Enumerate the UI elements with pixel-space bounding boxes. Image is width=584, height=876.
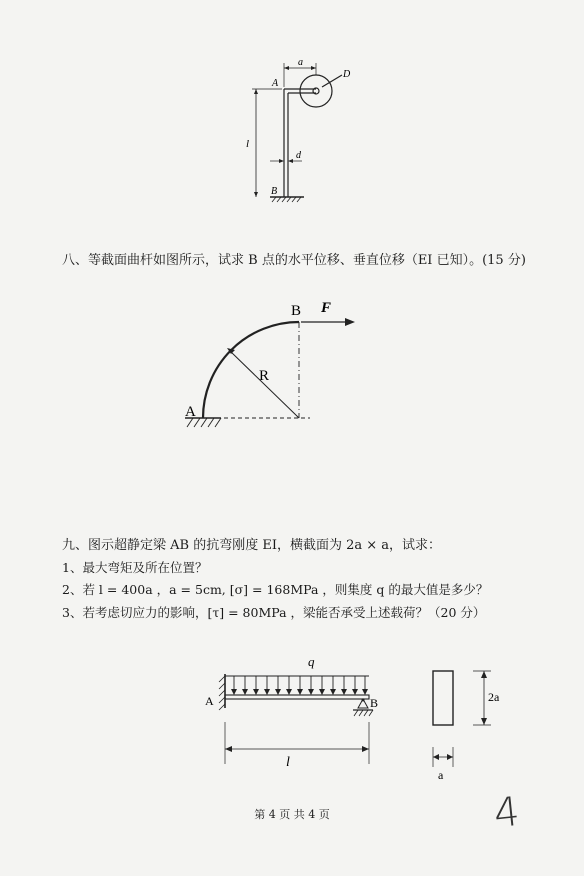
question-9-item-1: 1、最大弯矩及所在位置？ <box>62 560 208 575</box>
question-8-text: 八、等截面曲杆如图所示，试求 B 点的水平位移、垂直位移（EI 已知）。(15 分) <box>62 253 526 268</box>
fig7-label-a: a <box>298 57 303 68</box>
fig9-label-l: l <box>286 755 290 770</box>
question-9-item-2: 2、若 l = 400a ，a = 5cm, [σ] = 168MPa ，则集度 q 的最大值是多少？ <box>62 582 489 597</box>
fig7-label-D: D <box>343 69 351 80</box>
section-label-a: a <box>438 768 444 782</box>
fig8-label-F: F <box>321 300 332 316</box>
page-footer: 第 4 页 共 4 页 <box>254 808 330 821</box>
figure-curved-bar <box>175 290 365 440</box>
fig7-label-d: d <box>296 150 301 161</box>
question-9-item-3: 3、若考虑切应力的影响，[τ] = 80MPa ，梁能否承受上述载荷？（20 分） <box>62 605 486 620</box>
fig9-label-q: q <box>308 654 315 669</box>
figure-beam <box>200 650 380 780</box>
fig7-label-B: B <box>271 186 278 197</box>
fig8-label-B: B <box>291 303 302 319</box>
handwritten-page-number: 4 <box>491 788 522 838</box>
fig8-label-A: A <box>185 404 196 420</box>
figure-rod-disk <box>240 55 370 210</box>
fig7-label-A: A <box>272 78 279 89</box>
fig7-label-l: l <box>246 138 250 150</box>
section-label-2a: 2a <box>488 690 500 704</box>
fig9-label-A: A <box>205 694 214 708</box>
fig9-label-B: B <box>370 696 379 710</box>
figure-cross-section <box>425 665 515 790</box>
fig8-label-R: R <box>259 368 270 384</box>
question-9-text: 九、图示超静定梁 AB 的抗弯刚度 EI，横截面为 2a × a，试求： <box>62 538 442 553</box>
